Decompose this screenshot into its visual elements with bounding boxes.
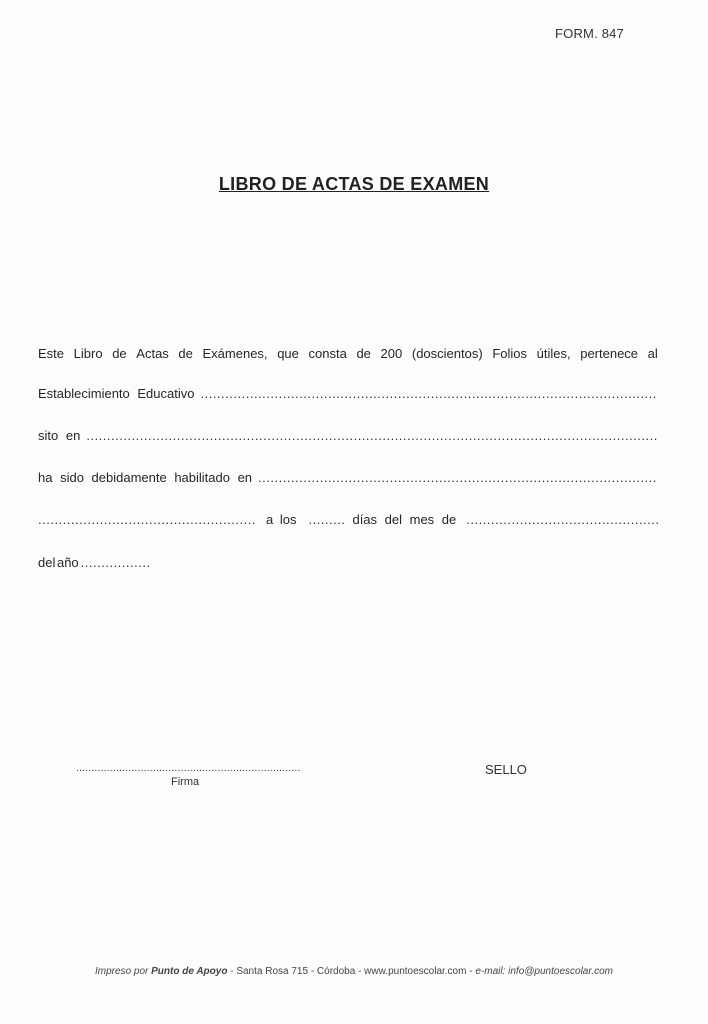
day-field[interactable] xyxy=(308,512,344,527)
month-label: días del mes de xyxy=(352,512,457,527)
establishment-label: Establecimiento Educativo xyxy=(38,386,195,401)
printer-footer xyxy=(0,966,708,977)
signature-line[interactable] xyxy=(76,763,300,774)
enabled-label: ha sido debidamente habilitado en xyxy=(38,470,253,485)
location-label: sito en xyxy=(38,428,81,443)
email-label: e-mail: xyxy=(475,966,506,977)
intro-word: útiles, xyxy=(536,346,571,361)
year-label: del año xyxy=(38,555,79,570)
printed-by-text: Impreso por xyxy=(95,966,149,977)
intro-word: pertenece xyxy=(580,346,639,361)
intro-word: Este xyxy=(38,346,65,361)
email-address: info@puntoescolar.com xyxy=(508,966,613,977)
intro-word: de xyxy=(112,346,127,361)
intro-word: de xyxy=(356,346,371,361)
year-field[interactable] xyxy=(81,555,149,570)
date-line xyxy=(38,512,658,530)
document-title: LIBRO DE ACTAS DE EXAMEN xyxy=(218,174,490,194)
printer-address: - Santa Rosa 715 - Córdoba - www.puntoescolar.com - xyxy=(230,966,473,977)
intro-word: que xyxy=(277,346,299,361)
seal-label: SELLO xyxy=(485,762,527,777)
intro-word: (doscientos) xyxy=(411,346,483,361)
establishment-field[interactable] xyxy=(200,386,658,401)
location-field[interactable] xyxy=(86,428,658,443)
enabled-place-field[interactable] xyxy=(258,470,658,485)
intro-word: consta xyxy=(308,346,347,361)
intro-word: al xyxy=(647,346,658,361)
intro-word: Libro xyxy=(73,346,103,361)
intro-word: Folios xyxy=(492,346,527,361)
intro-word: 200 xyxy=(380,346,403,361)
printer-name: Punto de Apoyo xyxy=(151,966,228,977)
signature-label: Firma xyxy=(171,776,200,788)
intro-word: Actas xyxy=(136,346,169,361)
month-field[interactable] xyxy=(466,512,658,527)
form-code: FORM. 847 xyxy=(555,26,624,41)
a-los-label: a los xyxy=(266,512,297,527)
location-line xyxy=(38,428,658,446)
establishment-line xyxy=(38,386,658,404)
enabled-line xyxy=(38,470,658,488)
enabled-city-field[interactable] xyxy=(38,512,256,527)
intro-word: de xyxy=(178,346,193,361)
year-line xyxy=(38,555,658,573)
intro-word: Exámenes, xyxy=(202,346,268,361)
intro-line xyxy=(38,346,658,364)
